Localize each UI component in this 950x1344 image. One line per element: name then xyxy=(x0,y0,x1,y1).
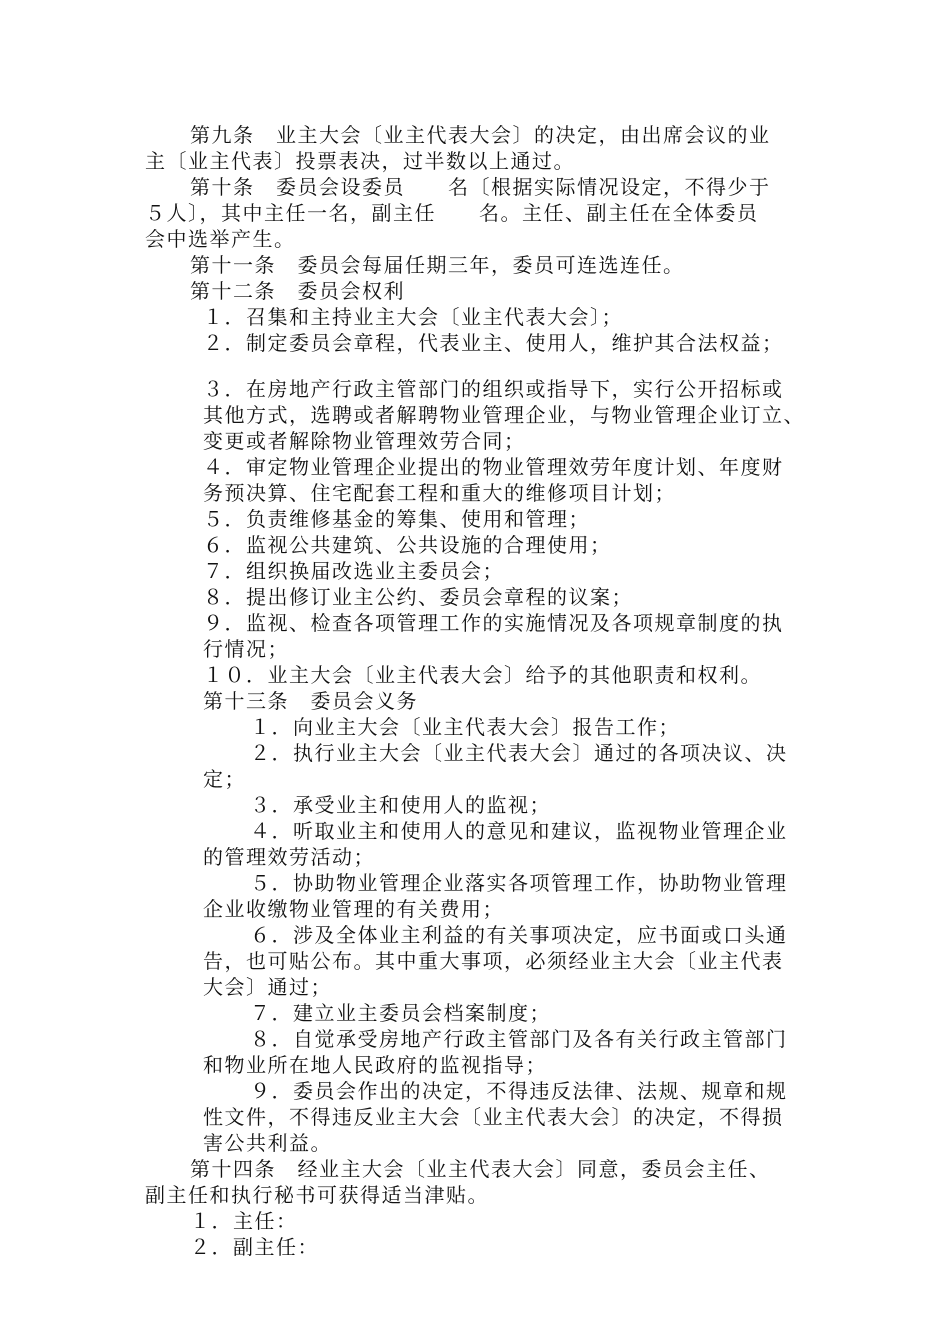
article-10-line-2: ５人〕，其中主任一名，副主任 名。主任、副主任在全体委员 xyxy=(145,201,759,225)
article-12-item-4-line-1: ４．审定物业管理企业提出的物业管理效劳年度计划、年度财 xyxy=(203,455,784,479)
article-9-line-1: 第九条 业主大会〔业主代表大会〕的决定，由出席会议的业 xyxy=(190,123,771,147)
article-14-line-1: 第十四条 经业主大会〔业主代表大会〕同意，委员会主任、 xyxy=(190,1157,771,1181)
article-13-item-4-line-2: 的管理效劳活动； xyxy=(203,845,375,869)
article-12-item-4-line-2: 务预决算、住宅配套工程和重大的维修项目计划； xyxy=(203,481,676,505)
article-12-item-5: ５．负责维修基金的筹集、使用和管理； xyxy=(203,507,590,531)
article-11-line: 第十一条 委员会每届任期三年，委员可连选连任。 xyxy=(190,253,685,277)
article-13-item-8-line-1: ８．自觉承受房地产行政主管部门及各有关行政主管部门 xyxy=(250,1027,788,1051)
article-13-item-5-line-2: 企业收缴物业管理的有关费用； xyxy=(203,897,504,921)
article-12-item-8: ８．提出修订业主公约、委员会章程的议案； xyxy=(203,585,633,609)
article-13-item-6-line-1: ６．涉及全体业主利益的有关事项决定，应书面或口头通 xyxy=(250,923,788,947)
article-12-item-9-line-1: ９．监视、检查各项管理工作的实施情况及各项规章制度的执 xyxy=(203,611,784,635)
article-12-heading: 第十二条 委员会权利 xyxy=(190,279,405,303)
article-12-item-6: ６．监视公共建筑、公共设施的合理使用； xyxy=(203,533,612,557)
article-14-line-2: 副主任和执行秘书可获得适当津贴。 xyxy=(145,1183,489,1207)
article-12-item-10: １０．业主大会〔业主代表大会〕给予的其他职责和权利。 xyxy=(203,663,762,687)
article-12-item-3-line-1: ３．在房地产行政主管部门的组织或指导下，实行公开招标或 xyxy=(203,377,784,401)
article-13-item-7: ７．建立业主委员会档案制度； xyxy=(250,1001,551,1025)
article-12-item-7: ７．组织换届改选业主委员会； xyxy=(203,559,504,583)
article-12-item-3-line-2: 其他方式，选聘或者解聘物业管理企业，与物业管理企业订立、 xyxy=(203,403,805,427)
article-13-item-9-line-2: 性文件，不得违反业主大会〔业主代表大会〕的决定，不得损 xyxy=(203,1105,784,1129)
article-14-item-1: １．主任： xyxy=(190,1209,298,1233)
article-13-item-8-line-2: 和物业所在地人民政府的监视指导； xyxy=(203,1053,547,1077)
article-13-heading: 第十三条 委员会义务 xyxy=(203,689,418,713)
article-12-item-3-line-3: 变更或者解除物业管理效劳合同； xyxy=(203,429,526,453)
article-12-item-9-line-2: 行情况； xyxy=(203,637,289,661)
article-14-item-2: ２．副主任： xyxy=(190,1235,319,1259)
article-13-item-4-line-1: ４．听取业主和使用人的意见和建议，监视物业管理企业 xyxy=(250,819,788,843)
article-12-item-2: ２．制定委员会章程，代表业主、使用人，维护其合法权益； xyxy=(203,331,784,355)
article-12-item-1: １．召集和主持业主大会〔业主代表大会〕； xyxy=(203,305,623,329)
article-13-item-5-line-1: ５．协助物业管理企业落实各项管理工作，协助物业管理 xyxy=(250,871,788,895)
article-13-item-3: ３．承受业主和使用人的监视； xyxy=(250,793,551,817)
article-10-line-1: 第十条 委员会设委员 名〔根据实际情况设定，不得少于 xyxy=(190,175,771,199)
article-13-item-6-line-2: 告，也可贴公布。其中重大事项，必须经业主大会〔业主代表 xyxy=(203,949,784,973)
article-13-item-9-line-3: 害公共利益。 xyxy=(203,1131,332,1155)
article-10-line-3: 会中选举产生。 xyxy=(145,227,296,251)
article-13-item-9-line-1: ９．委员会作出的决定，不得违反法律、法规、规章和规 xyxy=(250,1079,788,1103)
article-9-line-2: 主〔业主代表〕投票表决，过半数以上通过。 xyxy=(145,149,575,173)
article-13-item-2-line-1: ２．执行业主大会〔业主代表大会〕通过的各项决议、决 xyxy=(250,741,788,765)
article-13-item-1: １．向业主大会〔业主代表大会〕报告工作； xyxy=(250,715,680,739)
article-13-item-6-line-3: 大会〕通过； xyxy=(203,975,332,999)
article-13-item-2-line-2: 定； xyxy=(203,767,246,791)
